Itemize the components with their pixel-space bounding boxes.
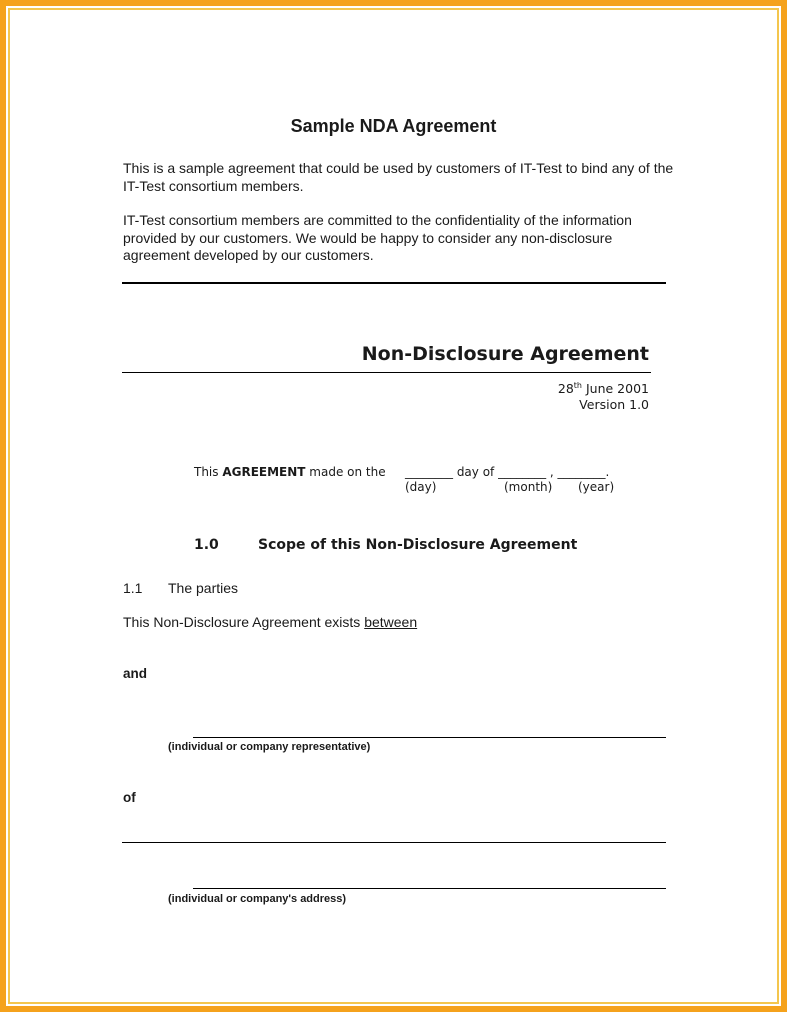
representative-caption: (individual or company representative) xyxy=(168,741,371,753)
section-title: Scope of this Non-Disclosure Agreement xyxy=(258,537,578,553)
section-number: 1.0 xyxy=(194,537,219,553)
address-caption: (individual or company's address) xyxy=(168,893,347,905)
date-suffix: th xyxy=(573,381,583,390)
exists-link: between xyxy=(364,614,418,630)
agreement-version: Version 1.0 xyxy=(579,397,649,412)
intro-paragraph-2: IT-Test consortium members are committed to the confidentiality of the information provided by our customers. We would be happy to consider any non-disclosure agreement developed by our customers. xyxy=(123,212,632,263)
separator-rule xyxy=(122,282,666,284)
intro-paragraph-1: This is a sample agreement that could be used by customers of IT-Test to bind any of the IT-Test consortium members. xyxy=(123,160,674,194)
heading-underline xyxy=(122,372,651,373)
date-day: 28 xyxy=(557,381,574,397)
date-blanks: ________ day of ________ , ________. xyxy=(405,465,610,479)
year-label: (year) xyxy=(578,480,615,494)
subsection-title: The parties xyxy=(168,580,239,596)
of-label: of xyxy=(123,790,136,805)
agreement-date xyxy=(558,381,649,396)
date-rest: June 2001 xyxy=(582,381,649,397)
party-name-line[interactable] xyxy=(122,842,666,843)
and-label: and xyxy=(123,666,148,681)
agreement-heading: Non-Disclosure Agreement xyxy=(361,343,649,365)
subsection-number: 1.1 xyxy=(123,580,143,596)
address-line[interactable] xyxy=(193,888,666,889)
month-label: (month) xyxy=(504,480,553,494)
representative-signature-line[interactable] xyxy=(193,737,666,738)
agreement-made-line xyxy=(194,465,386,479)
document-title: Sample NDA Agreement xyxy=(290,116,497,136)
made-suffix: made on the xyxy=(305,465,386,479)
made-bold: AGREEMENT xyxy=(222,465,306,479)
exists-statement xyxy=(123,614,417,630)
day-label: (day) xyxy=(405,480,437,494)
exists-text: This Non-Disclosure Agreement exists xyxy=(123,614,365,630)
made-prefix: This xyxy=(194,465,223,479)
page-border-inner xyxy=(8,8,779,1004)
